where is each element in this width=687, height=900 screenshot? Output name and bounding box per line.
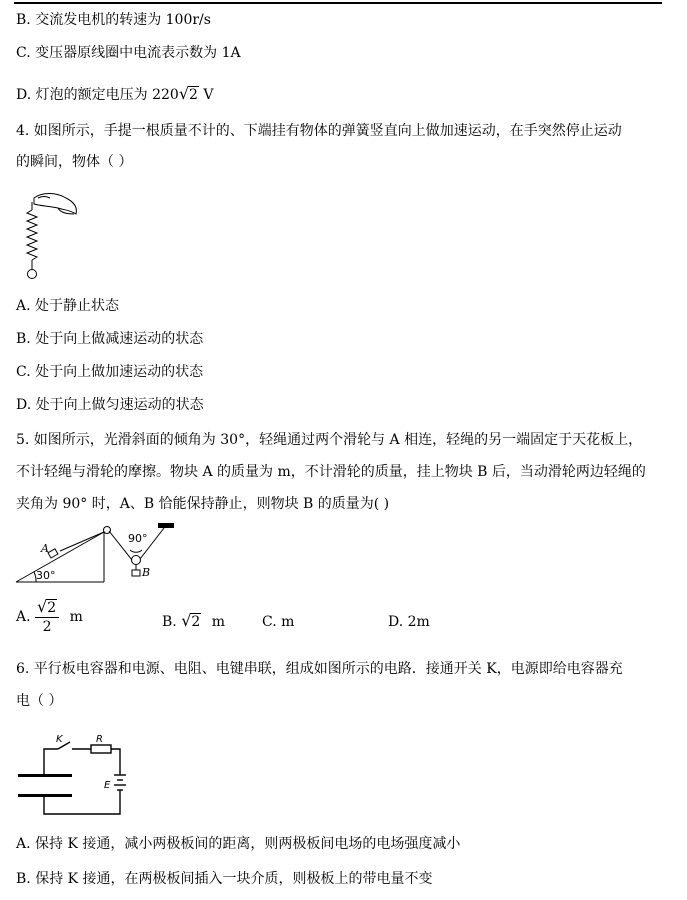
block-a-icon xyxy=(48,549,58,558)
q4-stem-line2: 的瞬间，物体（ ） xyxy=(16,154,133,170)
block-b-label: B xyxy=(142,566,151,579)
q3-option-d-radicand: 2 xyxy=(189,87,198,103)
q5-stem-line1: 5. 如图所示，光滑斜面的倾角为 30°，轻绳通过两个滑轮与 A 相连，轻绳的另一端固定于天花板上， xyxy=(16,432,643,448)
q3-option-c: C. 变压器原线圈中电流表示数为 1A xyxy=(16,45,241,61)
battery-label: E xyxy=(104,780,111,791)
q5-option-d: D. 2m xyxy=(388,614,430,630)
block-b-icon xyxy=(132,570,140,576)
incline-pulley-figure xyxy=(14,520,184,586)
switch-label: K xyxy=(56,734,63,745)
q3-option-b: B. 交流发电机的转速为 100r/s xyxy=(16,12,211,28)
capacitor-top-plate xyxy=(18,774,72,777)
rope-incline xyxy=(60,532,104,551)
fraction: $\frac{√2}{2}$ xyxy=(35,598,59,636)
q6-option-a: A. 保持 K 接通，减小两极板间的距离，则两极板间电场的电场强度减小 xyxy=(16,836,461,852)
ceiling-mount-icon xyxy=(158,523,174,528)
q5-option-a xyxy=(16,598,83,636)
pulley-angle-arc xyxy=(130,550,142,552)
q6-option-b: B. 保持 K 接通，在两极板间插入一块介质，则极板上的带电量不变 xyxy=(16,871,433,887)
incline-angle-label: 30° xyxy=(36,569,56,582)
q5-stem-line2: 不计轻绳与滑轮的摩擦。物块 A 的质量为 m，不计滑轮的质量，挂上物块 B 后，当动滑轮两边轻绳的 xyxy=(16,464,646,480)
resistor-label: R xyxy=(96,734,103,745)
q5-option-b-suffix: m xyxy=(211,614,226,630)
q6-stem-line2: 电（ ） xyxy=(16,693,63,709)
circuit-figure xyxy=(14,732,139,820)
incline-surface xyxy=(16,532,104,582)
capacitor-bottom-plate xyxy=(18,794,72,797)
q3-option-d xyxy=(16,84,214,105)
q4-stem-line1: 4. 如图所示，手提一根质量不计的、下端挂有物体的弹簧竖直向上做加速运动，在手突然停止运动 xyxy=(16,123,622,139)
q5-option-c: C. m xyxy=(262,614,295,630)
wire-top-left xyxy=(44,749,58,774)
q5-option-b-radicand: 2 xyxy=(191,614,201,630)
q5-option-b-prefix: B. xyxy=(162,614,177,630)
movable-pulley-icon xyxy=(132,556,141,565)
fixed-pulley-icon xyxy=(104,527,111,534)
sqrt-symbol: √2 xyxy=(178,84,198,103)
q4-option-a: A. 处于静止状态 xyxy=(16,298,120,314)
q5-option-a-denominator: 2 xyxy=(42,619,52,635)
hand-spring-figure xyxy=(16,188,86,283)
wire-bottom xyxy=(44,790,120,814)
q6-stem-line1: 6. 平行板电容器和电源、电阻、电键串联，组成如图所示的电路．接通开关 K，电源即给电容器充 xyxy=(16,661,623,677)
q5-option-a-suffix: m xyxy=(69,609,83,625)
q3-option-d-suffix: V xyxy=(198,87,214,103)
q4-option-d: D. 处于向上做匀速运动的状态 xyxy=(16,397,204,413)
q4-option-b: B. 处于向上做减速运动的状态 xyxy=(16,331,204,347)
pulley-angle-label: 90° xyxy=(128,532,148,545)
hand-icon xyxy=(34,194,76,215)
spring-icon xyxy=(27,202,37,279)
block-a-label: A xyxy=(41,542,49,555)
wire-right xyxy=(111,749,120,775)
q4-option-c: C. 处于向上做加速运动的状态 xyxy=(16,364,204,380)
q3-option-d-prefix: D. 灯泡的额定电压为 220 xyxy=(16,87,179,103)
q5-option-a-radicand: 2 xyxy=(47,600,57,616)
q5-option-b: B. √2 m xyxy=(162,611,226,630)
q5-option-a-prefix: A. xyxy=(16,609,31,625)
top-rule xyxy=(14,2,662,4)
resistor-icon xyxy=(91,745,111,753)
q5-stem-line3: 夹角为 90° 时，A、B 恰能保持静止，则物块 B 的质量为( ) xyxy=(16,496,390,512)
